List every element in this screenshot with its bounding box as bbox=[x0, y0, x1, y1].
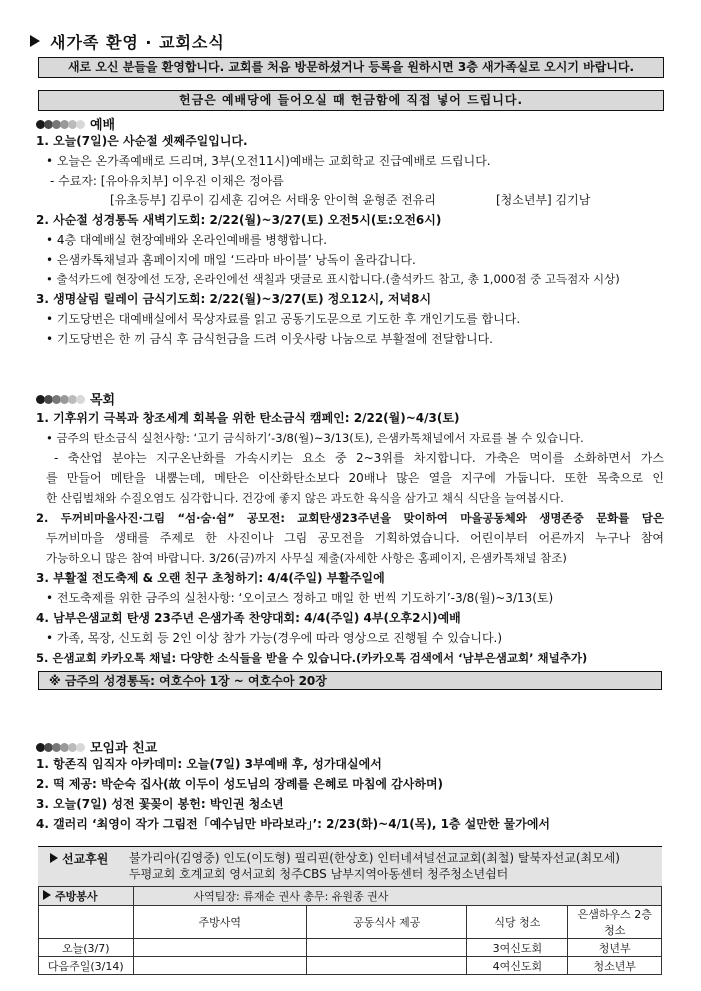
worship-bullet: • 은샘카톡채널과 홈페이지에 매일 ‘드라마 바이블’ 낭독이 올라갑니다. bbox=[46, 253, 416, 267]
kitchen-staff: 사역팀장: 류재순 권사 총무: 유원종 권사 bbox=[133, 887, 662, 906]
mission-list: 불가리아(김영중) 인도(이도형) 필리핀(한상호) 인터네셔널선교교회(최철) 탈북자선교(최모세) 두평교회 호계교회 영서교회 청주CBS 남부지역아동센터 청주청소년쉼터 bbox=[129, 851, 620, 881]
worship-bullet: • 기도당번은 대예배실에서 묵상자료를 읽고 공동기도문으로 기도한 후 개인기도를 합니다. bbox=[46, 312, 521, 326]
section-heading-worship: 예배 bbox=[36, 114, 115, 133]
table-header: 은샘하우스 2층 청소 bbox=[568, 906, 662, 939]
triangle-icon bbox=[30, 35, 40, 47]
dots-icon bbox=[36, 118, 84, 133]
gathering-item-3: 3. 오늘(7일) 성전 꽃꽂이 봉헌: 박인권 청소년 bbox=[36, 797, 284, 811]
section-heading-pastoral: 목회 bbox=[36, 389, 115, 408]
worship-item-3: 3. 생명살림 릴레이 금식기도회: 2/22(월)~3/27(토) 정오12시, 저녁8시 bbox=[36, 292, 432, 306]
pastoral-item-5: 5. 은샘교회 카카오톡 채널: 다양한 소식들을 받을 수 있습니다.(카카오톡 검색에서 ‘남부은샘교회’ 채널추가) bbox=[36, 651, 588, 665]
pastoral-detail: 가능하오니 많은 참여 바랍니다. 3/26(금)까지 사무실 제출(자세한 사항은 홈페이지, 은샘카톡채널 참조) bbox=[46, 551, 567, 565]
worship-bullet: • 오늘은 온가족예배로 드리며, 3부(오전11시)예배는 교회학교 진급예배로 드립니다. bbox=[46, 154, 491, 168]
page-title bbox=[30, 30, 225, 53]
pastoral-item-2: 2. 두꺼비마을사진·그림 “섬·숨·쉼” 공모전: 교회탄생23주년을 맞이하여 마을공동체와 생명존중 문화를 담은 bbox=[36, 511, 664, 525]
dots-icon bbox=[36, 393, 84, 408]
section-heading-gathering: 모임과 친교 bbox=[36, 737, 157, 756]
triangle-icon bbox=[43, 890, 51, 900]
welcome-banner: 새로 오신 분들을 환영합니다. 교회를 처음 방문하셨거나 등록을 원하시면 3층 새가족실로 오시기 바랍니다. bbox=[38, 57, 664, 78]
offering-banner: 헌금은 예배당에 들어오실 때 헌금함에 직접 넣어 드립니다. bbox=[38, 90, 664, 111]
pastoral-bullet: • 금주의 탄소금식 실천사항: ‘고기 금식하기’-3/8(월)~3/13(토), 은샘카톡채널에서 자료를 볼 수 있습니다. bbox=[46, 431, 584, 445]
pastoral-detail: 두꺼비마을 생태를 주제로 한 사진이나 그림 공모전을 기획하였습니다. 어린이부터 어른까지 누구나 참여 bbox=[46, 531, 664, 545]
pastoral-detail: - 축산업 분야는 지구온난화를 가속시키는 요소 중 2~3위를 차지합니다. 가축은 먹이를 소화하면서 가스 bbox=[54, 451, 664, 465]
table-header: 주방사역 bbox=[133, 906, 307, 939]
pastoral-detail: 한 산림벌채와 수질오염도 심각합니다. 건강에 좋지 않은 과도한 육식을 삼가고 채식 식단을 늘여봅시다. bbox=[46, 491, 564, 505]
table-row: 오늘(3/7) 3여신도회 청년부 bbox=[39, 939, 662, 957]
worship-item-2: 2. 사순절 성경통독 새벽기도회: 2/22(월)~3/27(토) 오전5시(토:오전6시) bbox=[36, 213, 442, 227]
table-header: 식당 청소 bbox=[467, 906, 568, 939]
table-header bbox=[39, 906, 134, 939]
worship-bullet: • 기도당번은 한 끼 금식 후 금식헌금을 드려 이웃사랑 나눔으로 부활절에 전달합니다. bbox=[46, 332, 493, 346]
mission-label: 선교후원 bbox=[50, 850, 108, 867]
pastoral-detail: 를 만들어 메탄을 내뿜는데, 메탄은 이산화탄소보다 20배나 많은 열을 지구에 가둡니다. 또한 목축으로 인 bbox=[46, 471, 664, 485]
pastoral-bullet: • 가족, 목장, 신도회 등 2인 이상 참가 가능(경우에 따라 영상으로 진행될 수 있습니다.) bbox=[46, 631, 503, 645]
table-header-row bbox=[39, 906, 662, 939]
triangle-icon bbox=[50, 853, 58, 863]
worship-graduates-elementary: [유초등부] 김루이 김세훈 김여은 서태웅 안이혁 윤형준 전유리 bbox=[110, 193, 436, 207]
worship-bullet: • 4층 대예배실 현장예배와 온라인예배를 병행합니다. bbox=[46, 233, 328, 247]
gathering-item-4: 4. 갤러리 ‘최영이 작가 그림전「예수님만 바라보라」’: 2/23(화)~4/1(목), 1층 설만한 물가에서 bbox=[36, 817, 551, 831]
worship-graduates-youth: [청소년부] 김기남 bbox=[496, 193, 591, 207]
worship-bullet: • 출석카드에 현장에선 도장, 온라인에선 색칠과 댓글로 표시합니다.(출석카드 참고, 총 1,000점 중 고득점자 시상) bbox=[46, 272, 620, 286]
pastoral-item-3: 3. 부활절 전도축제 & 오랜 친구 초청하기: 4/4(주일) 부활주일에 bbox=[36, 571, 385, 585]
pastoral-bullet: • 전도축제를 위한 금주의 실천사항: ‘오이코스 정하고 매일 한 번씩 기도하기’-3/8(월)~3/13(토) bbox=[46, 591, 554, 605]
gathering-item-1: 1. 항존직 임직자 아카데미: 오늘(7일) 3부예배 후, 성가대실에서 bbox=[36, 757, 382, 771]
table-header: 공동식사 제공 bbox=[307, 906, 467, 939]
page-title-text: 새가족 환영 · 교회소식 bbox=[50, 33, 225, 52]
table-row: 다음주일(3/14) 4여신도회 청소년부 bbox=[39, 957, 662, 975]
pastoral-item-4: 4. 남부은샘교회 탄생 23주년 은샘가족 찬양대회: 4/4(주일) 4부(오후2시)예배 bbox=[36, 611, 461, 625]
bible-reading-note: ※ 금주의 성경통독: 여호수아 1장 ~ 여호수아 20장 bbox=[38, 671, 662, 690]
dots-icon bbox=[36, 741, 84, 756]
kitchen-duty-table bbox=[38, 886, 662, 975]
gathering-item-2: 2. 떡 제공: 박순숙 집사(故 이두이 성도님의 장례를 은혜로 마침에 감사하며) bbox=[36, 777, 444, 791]
kitchen-label: 주방봉사 bbox=[39, 887, 134, 906]
worship-graduates: - 수료자: [유아유치부] 이우진 이채은 정아름 bbox=[50, 174, 284, 188]
pastoral-item-1: 1. 기후위기 극복과 창조세계 회복을 위한 탄소금식 캠페인: 2/22(월)~4/3(토) bbox=[36, 411, 460, 425]
worship-item-1: 1. 오늘(7일)은 사순절 셋째주일입니다. bbox=[36, 134, 248, 148]
mission-support-box bbox=[38, 846, 662, 888]
